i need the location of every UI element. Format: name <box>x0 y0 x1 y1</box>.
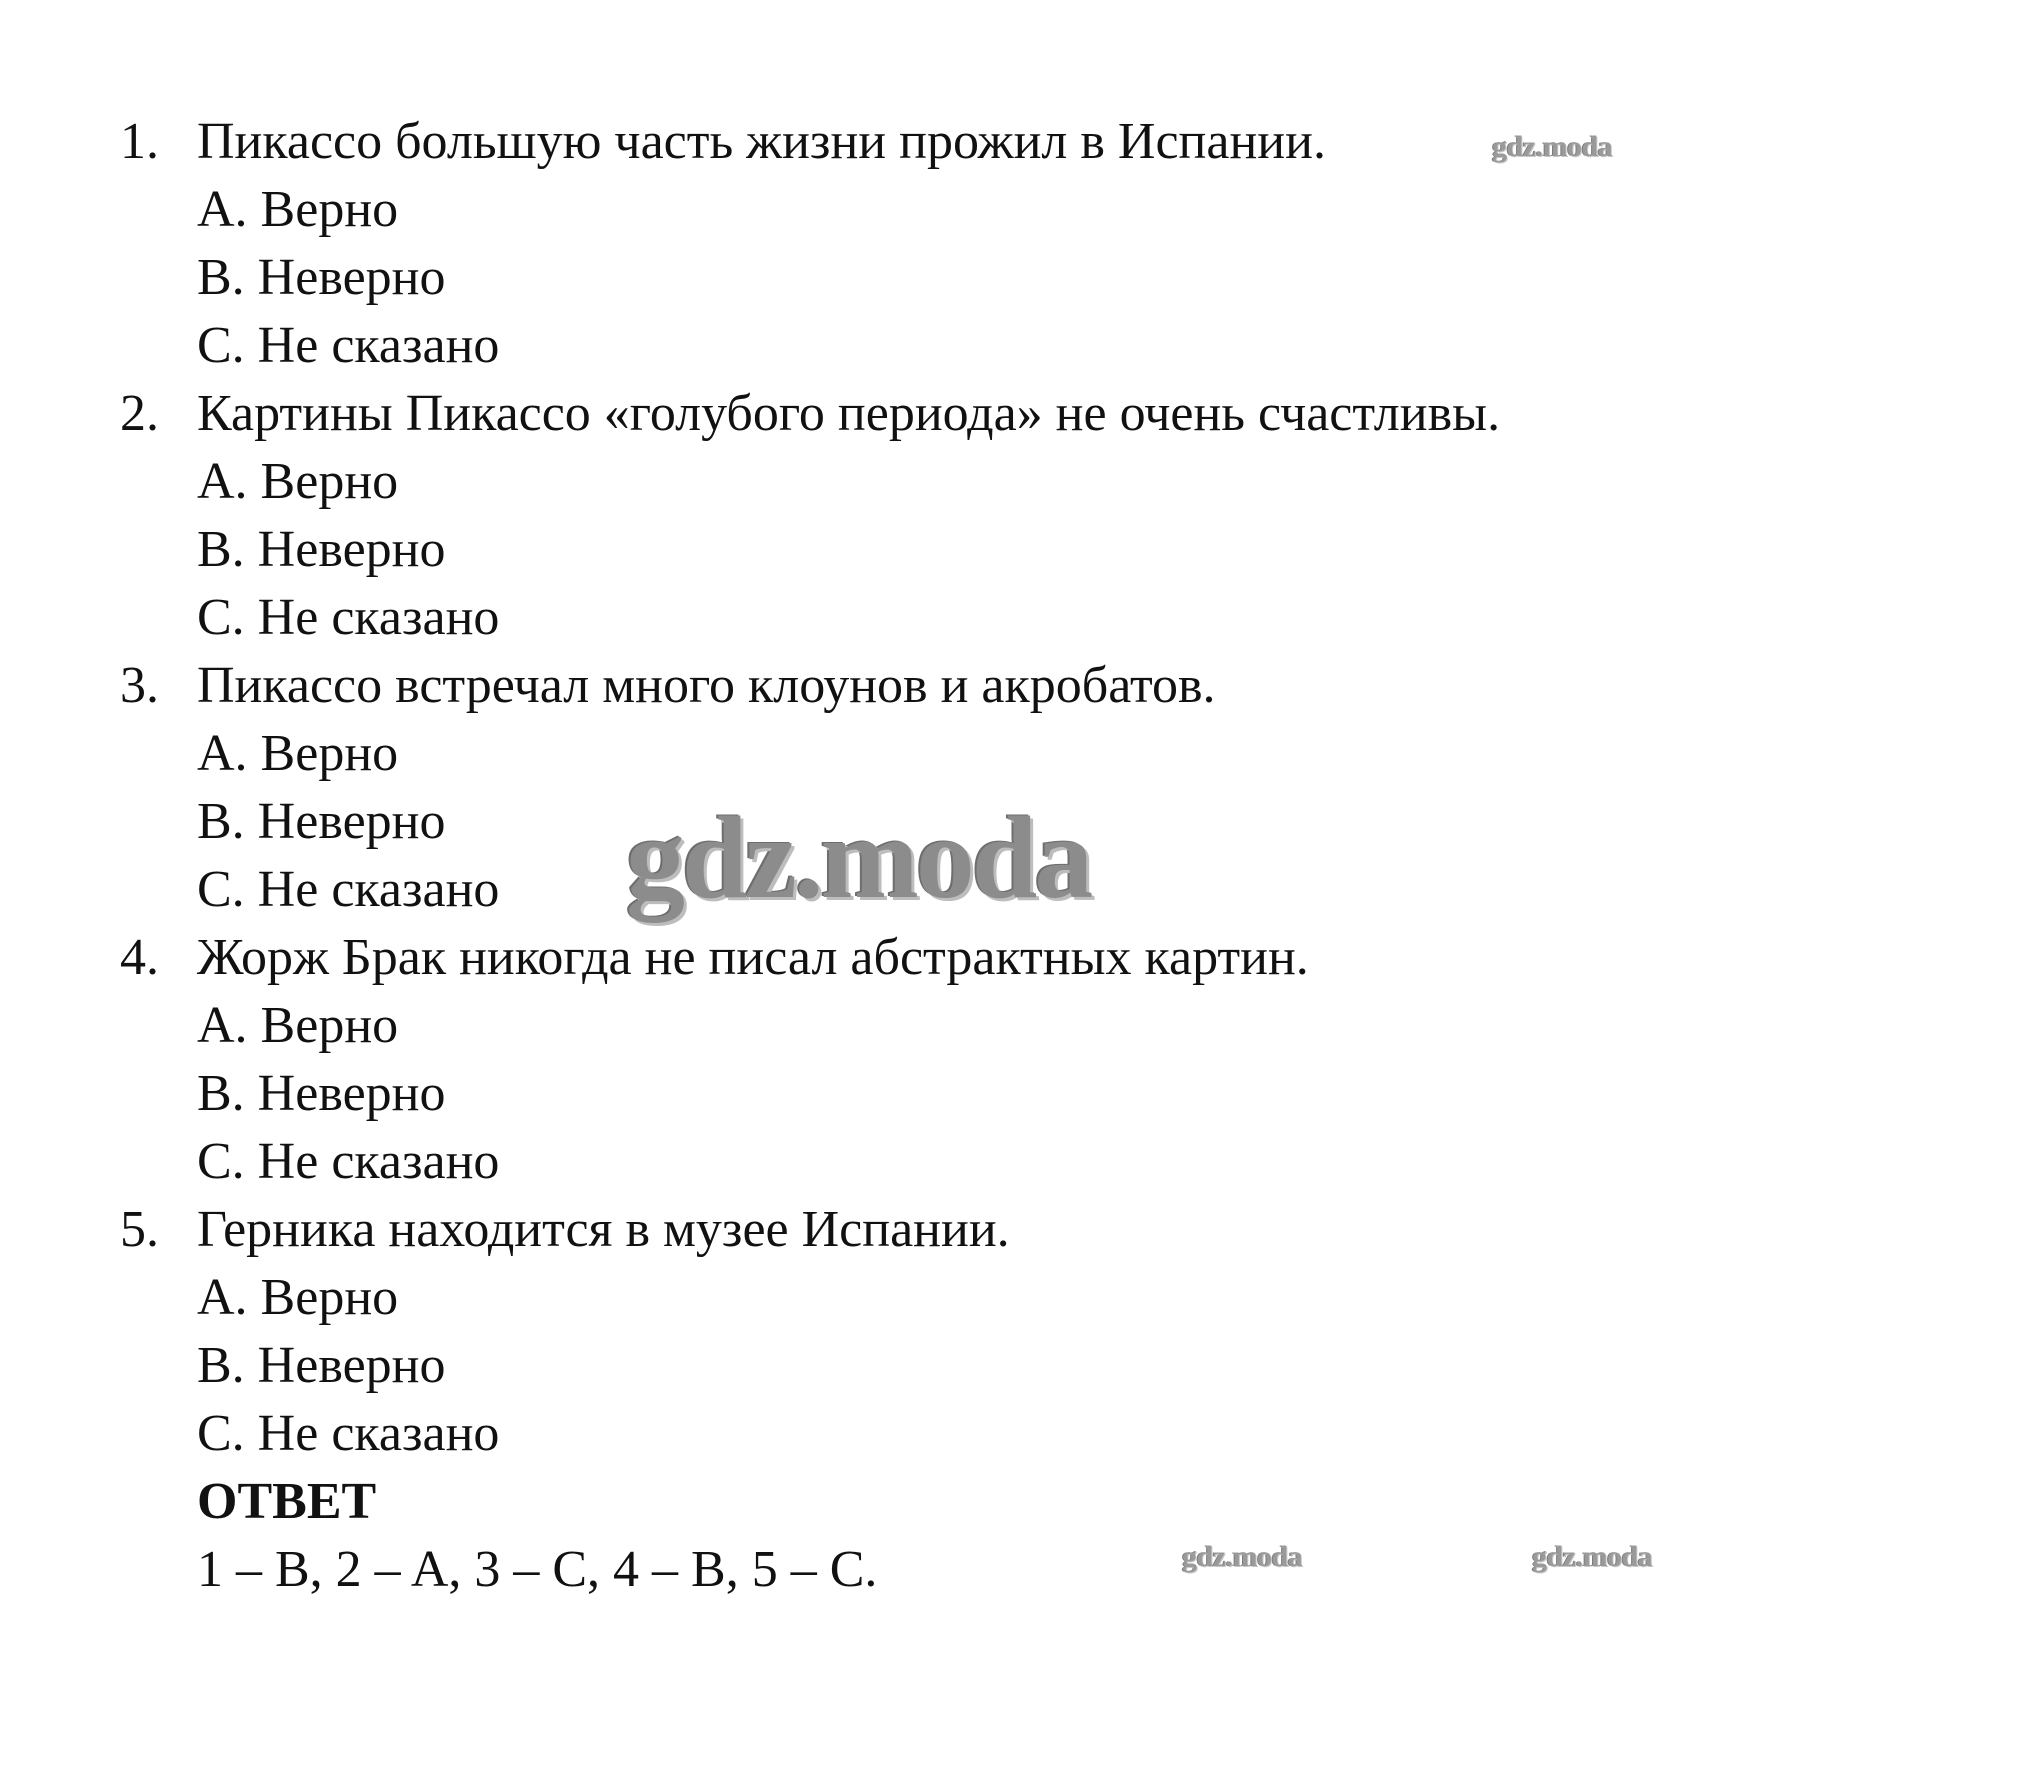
option-c: C. Не сказано <box>197 1405 500 1462</box>
watermark-center: gdz.moda <box>626 792 1091 923</box>
question-number: 2. <box>120 385 159 442</box>
option-a: A. Верно <box>197 1269 399 1326</box>
question-5 <box>120 1196 1500 1264</box>
option-b: B. Неверно <box>197 521 446 578</box>
answer-heading: ОТВЕТ <box>197 1473 377 1530</box>
watermark-top: gdz.moda <box>1492 130 1613 163</box>
question-text: Картины Пикассо «голубого периода» не очень счастливы. <box>197 385 1501 442</box>
option-b: B. Неверно <box>197 249 446 306</box>
option-c: C. Не сказано <box>197 1133 500 1190</box>
option-b: B. Неверно <box>197 1337 446 1394</box>
option-c: C. Не сказано <box>197 861 500 918</box>
question-3 <box>120 652 1500 720</box>
option-c: C. Не сказано <box>197 589 500 646</box>
option-a: A. Верно <box>197 453 399 510</box>
question-text: Герника находится в музее Испании. <box>197 1201 1010 1258</box>
question-2 <box>120 380 1500 448</box>
option-a: A. Верно <box>197 997 399 1054</box>
question-1 <box>120 108 1500 176</box>
answer-text: 1 – B, 2 – A, 3 – C, 4 – B, 5 – C. <box>197 1541 878 1598</box>
question-text: Пикассо большую часть жизни прожил в Испании. <box>197 113 1326 170</box>
question-number: 3. <box>120 657 159 714</box>
option-b: B. Неверно <box>197 1065 446 1122</box>
question-number: 4. <box>120 929 159 986</box>
option-a: A. Верно <box>197 725 399 782</box>
option-c: C. Не сказано <box>197 317 500 374</box>
question-text: Жорж Брак никогда не писал абстрактных картин. <box>197 929 1309 986</box>
question-text: Пикассо встречал много клоунов и акробатов. <box>197 657 1216 714</box>
option-a: A. Верно <box>197 181 399 238</box>
watermark-bottom-right: gdz.moda <box>1532 1540 1653 1573</box>
question-4 <box>120 924 1500 992</box>
question-number: 5. <box>120 1201 159 1258</box>
option-b: B. Неверно <box>197 793 446 850</box>
question-number: 1. <box>120 113 159 170</box>
watermark-bottom-left: gdz.moda <box>1182 1540 1303 1573</box>
